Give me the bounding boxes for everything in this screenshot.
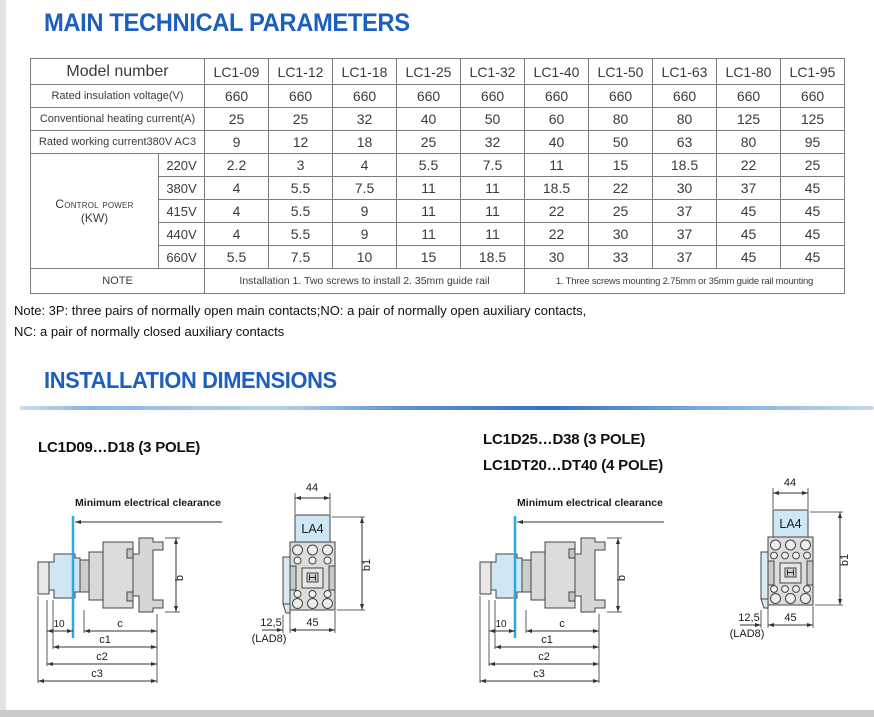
dim-label-b: b	[174, 574, 186, 582]
row-label: Conventional heating current(A)	[31, 108, 205, 131]
value-cell: 4	[205, 200, 269, 223]
voltage-cell: 380V	[159, 177, 205, 200]
voltage-cell: 660V	[159, 246, 205, 269]
value-cell: 125	[781, 108, 845, 131]
dim-label-c2: c2	[538, 651, 550, 663]
value-cell: 11	[397, 200, 461, 223]
dim-label-c3: c3	[533, 668, 545, 680]
value-cell: 25	[269, 108, 333, 131]
dim-label-c3: c3	[91, 668, 103, 680]
value-cell: 60	[525, 108, 589, 131]
dim-label-12-5: 12,5	[738, 612, 760, 624]
value-cell: 37	[653, 246, 717, 269]
body-clip-top	[569, 549, 575, 558]
dim-label-10: 10	[495, 619, 507, 630]
value-cell: 45	[717, 200, 781, 223]
value-cell: 15	[397, 246, 461, 269]
dim-label-c2: c2	[96, 651, 108, 663]
value-cell: 660	[333, 85, 397, 108]
value-cell: 660	[525, 85, 589, 108]
value-cell: 9	[205, 131, 269, 154]
model-cell: LC1-25	[397, 59, 461, 85]
value-cell: 15	[589, 154, 653, 177]
value-cell: 95	[781, 131, 845, 154]
table-row	[31, 85, 845, 108]
contactor-mid-block	[89, 552, 103, 600]
diagram-title-right-2: LC1DT20…DT40 (4 POLE)	[483, 457, 664, 474]
control-power-unit: (KW)	[80, 211, 109, 225]
model-cell: LC1-50	[589, 59, 653, 85]
value-cell: 80	[717, 131, 781, 154]
control-power-row	[31, 154, 845, 177]
lad8-label: (LAD8)	[252, 633, 287, 645]
dim-label-c: c	[559, 618, 565, 630]
value-cell: 45	[781, 177, 845, 200]
clearance-label: Minimum electrical clearance	[75, 497, 221, 509]
value-cell: 22	[525, 200, 589, 223]
table-note-row	[31, 269, 845, 294]
value-cell: 25	[589, 200, 653, 223]
installation-diagrams	[0, 425, 874, 710]
value-cell: 660	[461, 85, 525, 108]
value-cell: 25	[397, 131, 461, 154]
value-cell: 4	[205, 223, 269, 246]
side-view-diagram-left	[30, 492, 255, 704]
dim-label-c1: c1	[99, 634, 111, 646]
value-cell: 30	[525, 246, 589, 269]
value-cell: 5.5	[269, 200, 333, 223]
dim-label-c1: c1	[541, 634, 553, 646]
side-tab-notch	[761, 599, 768, 608]
contactor-button-tip	[480, 562, 491, 594]
dim-label-44: 44	[783, 477, 797, 489]
value-cell: 25	[781, 154, 845, 177]
la4-label: LA4	[779, 517, 802, 531]
clearance-label: Minimum electrical clearance	[517, 497, 663, 509]
value-cell: 11	[397, 177, 461, 200]
value-cell: 11	[461, 177, 525, 200]
model-cell: LC1-40	[525, 59, 589, 85]
value-cell: 18	[333, 131, 397, 154]
la4-label: LA4	[301, 522, 324, 536]
value-cell: 12	[269, 131, 333, 154]
contactor-mid-block	[531, 552, 545, 600]
value-cell: 80	[653, 108, 717, 131]
value-cell: 22	[525, 223, 589, 246]
value-cell: 11	[461, 223, 525, 246]
value-cell: 18.5	[461, 246, 525, 269]
mounting-bracket	[575, 538, 605, 612]
value-cell: 45	[781, 200, 845, 223]
side-tab-notch	[283, 604, 290, 613]
dim-label-b1: b1	[839, 553, 851, 567]
diagram-title-left: LC1D09…D18 (3 POLE)	[38, 439, 201, 456]
table-row	[31, 108, 845, 131]
side-tab	[761, 552, 768, 599]
contactor-front-block	[491, 554, 522, 598]
body-clip-bottom	[569, 592, 575, 601]
value-cell: 33	[589, 246, 653, 269]
mounting-bracket	[133, 538, 163, 612]
value-cell: 45	[781, 223, 845, 246]
model-cell: LC1-80	[717, 59, 781, 85]
value-cell: 7.5	[461, 154, 525, 177]
value-cell: 37	[717, 177, 781, 200]
value-cell: 4	[205, 177, 269, 200]
dim-label-10: 10	[53, 619, 65, 630]
value-cell: 7.5	[269, 246, 333, 269]
note-label-cell: NOTE	[31, 269, 205, 294]
value-cell: 5.5	[269, 177, 333, 200]
value-cell: 50	[589, 131, 653, 154]
value-cell: 2.2	[205, 154, 269, 177]
table-row	[31, 131, 845, 154]
table-header-row	[31, 59, 845, 85]
value-cell: 30	[653, 177, 717, 200]
value-cell: 125	[717, 108, 781, 131]
voltage-cell: 415V	[159, 200, 205, 223]
model-cell: LC1-09	[205, 59, 269, 85]
table-footnote	[14, 301, 860, 343]
value-cell: 660	[653, 85, 717, 108]
value-cell: 9	[333, 200, 397, 223]
dim-label-45: 45	[784, 612, 797, 624]
screen-edge-bottom	[0, 710, 874, 717]
value-cell: 4	[333, 154, 397, 177]
lad8-label: (LAD8)	[730, 628, 765, 640]
value-cell: 45	[781, 246, 845, 269]
value-cell: 80	[589, 108, 653, 131]
front-view-diagram-right	[730, 475, 874, 660]
model-number-header: Model number	[31, 59, 205, 85]
value-cell: 18.5	[653, 154, 717, 177]
dim-label-45: 45	[306, 617, 319, 629]
value-cell: 5.5	[269, 223, 333, 246]
value-cell: 25	[205, 108, 269, 131]
value-cell: 37	[653, 200, 717, 223]
control-power-label-cell	[31, 154, 159, 269]
value-cell: 660	[397, 85, 461, 108]
row-label: Rated insulation voltage(V)	[31, 85, 205, 108]
note-cell-installation-2: 1. Three screws mounting 2.75mm or 35mm guide rail mounting	[525, 269, 845, 294]
value-cell: 5.5	[397, 154, 461, 177]
control-power-label: Control power	[55, 197, 134, 211]
section-divider	[20, 406, 874, 410]
value-cell: 3	[269, 154, 333, 177]
contactor-button-tip	[38, 562, 49, 594]
voltage-cell: 440V	[159, 223, 205, 246]
value-cell: 22	[589, 177, 653, 200]
dim-label-b1: b1	[361, 558, 373, 572]
value-cell: 11	[525, 154, 589, 177]
dim-label-c: c	[117, 618, 123, 630]
footnote-line-2: NC: a pair of normally closed auxiliary contacts	[14, 323, 285, 339]
value-cell: 660	[589, 85, 653, 108]
front-view-diagram-left	[252, 480, 427, 665]
value-cell: 11	[397, 223, 461, 246]
body-clip-top	[127, 549, 133, 558]
contactor-front-block	[49, 554, 80, 598]
diagram-title-right-1: LC1D25…D38 (3 POLE)	[483, 431, 646, 448]
value-cell: 5.5	[205, 246, 269, 269]
value-cell: 9	[333, 223, 397, 246]
model-cell: LC1-63	[653, 59, 717, 85]
value-cell: 40	[397, 108, 461, 131]
dim-label-b: b	[616, 574, 628, 582]
note-cell-installation-1: Installation 1. Two screws to install 2. 35mm guide rail	[205, 269, 525, 294]
value-cell: 660	[269, 85, 333, 108]
value-cell: 32	[333, 108, 397, 131]
value-cell: 660	[717, 85, 781, 108]
side-view-diagram-right	[472, 492, 697, 704]
model-cell: LC1-95	[781, 59, 845, 85]
value-cell: 37	[653, 223, 717, 246]
value-cell: 63	[653, 131, 717, 154]
model-cell: LC1-12	[269, 59, 333, 85]
contactor-joint	[80, 560, 89, 592]
contactor-joint	[522, 560, 531, 592]
section-title-installation-dimensions: INSTALLATION DIMENSIONS	[44, 367, 337, 393]
dim-label-44: 44	[305, 482, 319, 494]
parameters-table	[30, 58, 845, 294]
model-cell: LC1-18	[333, 59, 397, 85]
value-cell: 18.5	[525, 177, 589, 200]
value-cell: 7.5	[333, 177, 397, 200]
value-cell: 22	[717, 154, 781, 177]
row-label: Rated working current380V AC3	[31, 131, 205, 154]
value-cell: 11	[461, 200, 525, 223]
body-clip-bottom	[127, 592, 133, 601]
model-cell: LC1-32	[461, 59, 525, 85]
value-cell: 45	[717, 246, 781, 269]
value-cell: 30	[589, 223, 653, 246]
value-cell: 32	[461, 131, 525, 154]
footnote-line-1: Note: 3P: three pairs of normally open main contacts;NO: a pair of normally open auxiliary contacts,	[14, 303, 587, 318]
value-cell: 660	[205, 85, 269, 108]
value-cell: 45	[717, 223, 781, 246]
value-cell: 10	[333, 246, 397, 269]
voltage-cell: 220V	[159, 154, 205, 177]
side-tab	[283, 557, 290, 604]
section-title-main-parameters: MAIN TECHNICAL PARAMETERS	[44, 9, 410, 37]
value-cell: 660	[781, 85, 845, 108]
value-cell: 50	[461, 108, 525, 131]
value-cell: 40	[525, 131, 589, 154]
dim-label-12-5: 12,5	[260, 617, 282, 629]
